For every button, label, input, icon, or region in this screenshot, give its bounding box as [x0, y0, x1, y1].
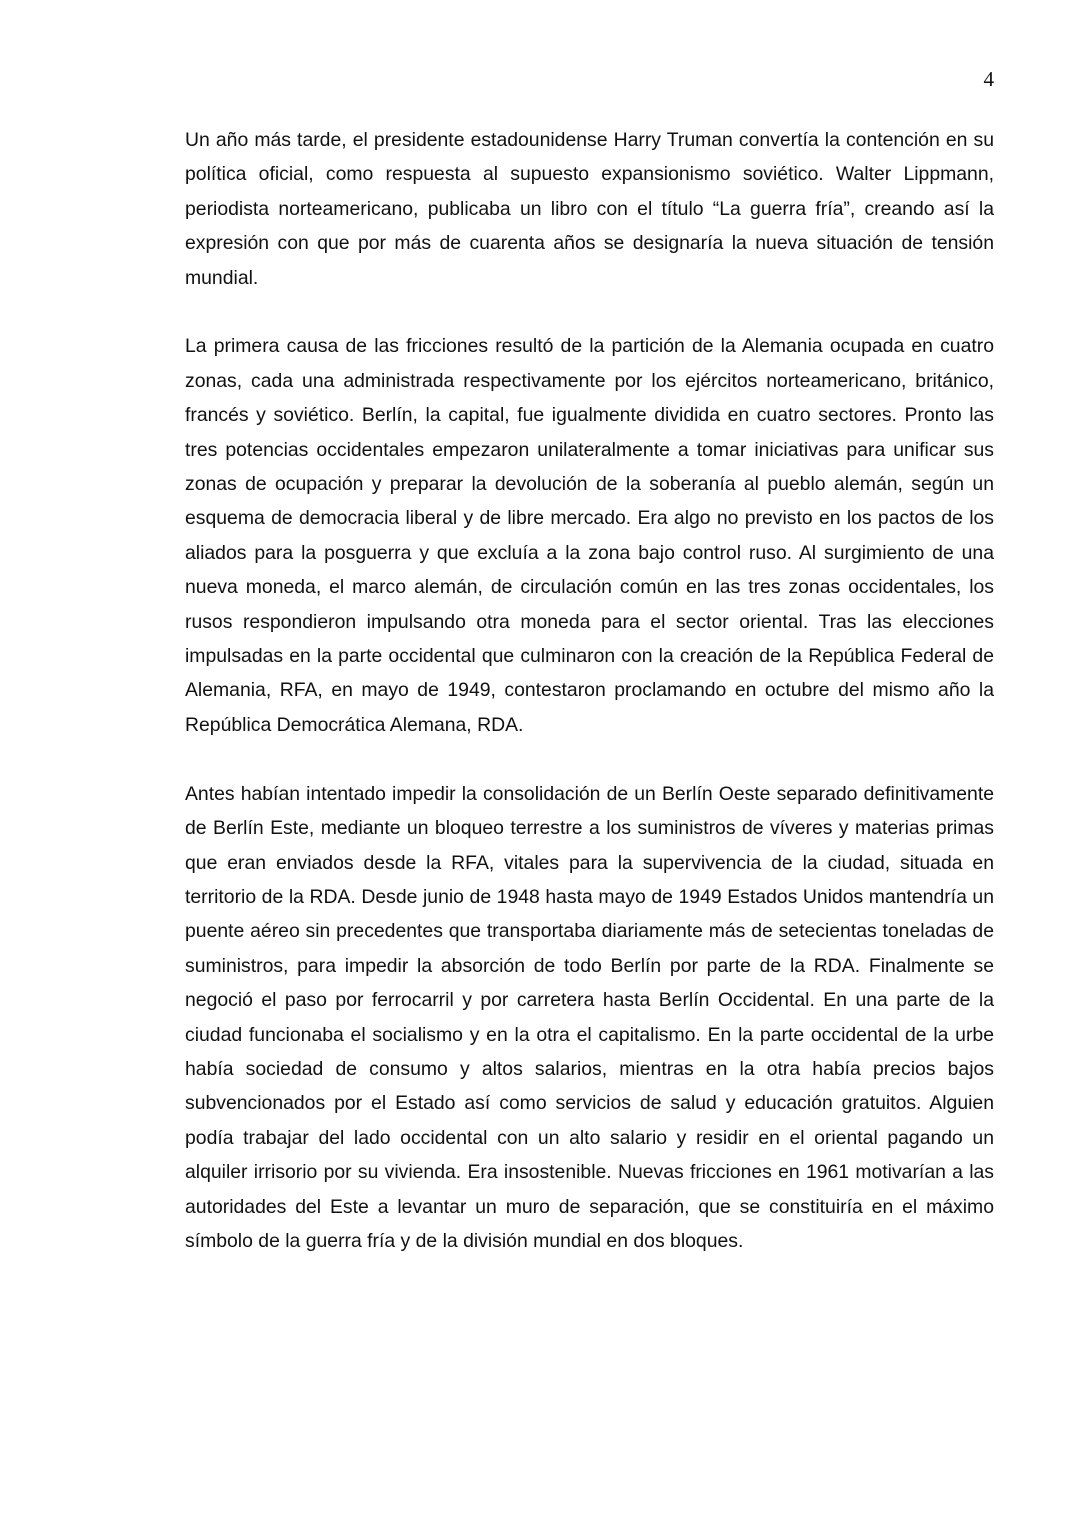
paragraph-germany-partition: La primera causa de las fricciones resultó de la partición de la Alemania ocupada en cuatro zonas, cada una administrada respectivamente por los ejércitos norteamericano, británico, francés y soviético. Berlín, la capital, fue igualmente dividida en cuatro sectores. Pronto las tres potencias occidentales empezaron unilateralmente a tomar iniciativas para unificar sus zonas de ocupación y preparar la devolución de la soberanía al pueblo alemán, según un esquema de democracia liberal y de libre mercado. Era algo no previsto en los pactos de los aliados para la posguerra y que excluía a la zona bajo control ruso. Al surgimiento de una nueva moneda, el marco alemán, de circulación común en las tres zonas occidentales, los rusos respondieron impulsando otra moneda para el sector oriental. Tras las elecciones impulsadas en la parte occidental que culminaron con la creación de la República Federal de Alemania, RFA, en mayo de 1949, contestaron proclamando en octubre del mismo año la República Democrática Alemana, RDA. [185, 335, 994, 736]
paragraph-berlin-blockade: Antes habían intentado impedir la consolidación de un Berlín Oeste separado definitivamente de Berlín Este, mediante un bloqueo terrestre a los suministros de víveres y materias primas que eran enviados desde la RFA, vitales para la supervivencia de la ciudad, situada en territorio de la RDA. Desde junio de 1948 hasta mayo de 1949 Estados Unidos mantendría un puente aéreo sin precedentes que transportaba diariamente más de setecientas toneladas de suministros, para impedir la absorción de todo Berlín por parte de la RDA. Finalmente se negoció el paso por ferrocarril y por carretera hasta Berlín Occidental. En una parte de la ciudad funcionaba el socialismo y en la otra el capitalismo. En la parte occidental de la urbe había sociedad de consumo y altos salarios, mientras en la otra había precios bajos subvencionados por el Estado así como servicios de salud y educación gratuitos. Alguien podía trabajar del lado occidental con un alto salario y residir en el oriental pagando un alquiler irrisorio por su vivienda. Era insostenible. Nuevas fricciones en 1961 motivarían a las autoridades del Este a levantar un muro de separación, que se constituiría en el máximo símbolo de la guerra fría y de la división mundial en dos bloques. [185, 782, 994, 1252]
paragraph-truman-containment: Un año más tarde, el presidente estadounidense Harry Truman convertía la contención en su política oficial, como respuesta al supuesto expansionismo soviético. Walter Lippmann, periodista norteamericano, publicaba un libro con el título “La guerra fría”, creando así la expresión con que por más de cuarenta años se designaría la nueva situación de tensión mundial. [185, 129, 994, 289]
document-body [185, 123, 994, 1258]
page-number: 4 [983, 67, 994, 91]
